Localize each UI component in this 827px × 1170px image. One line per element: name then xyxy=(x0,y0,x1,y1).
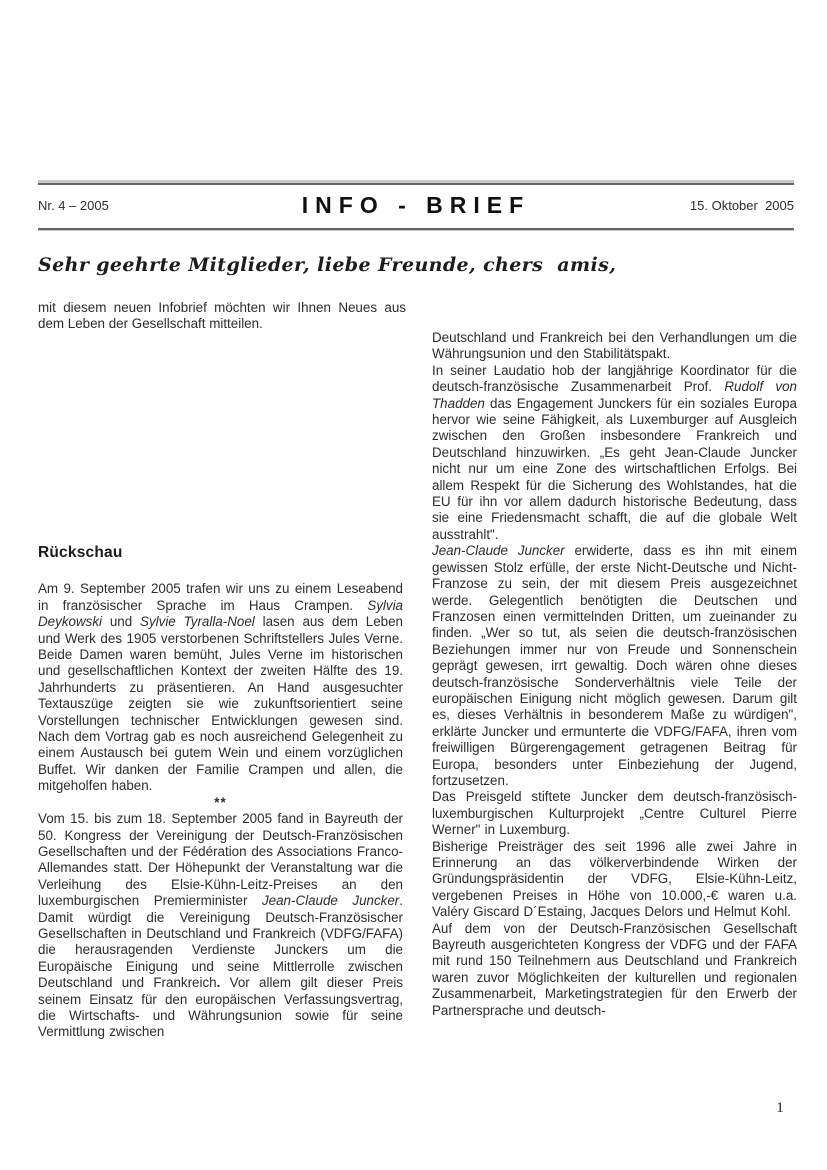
page-number: 1 xyxy=(776,1100,784,1116)
section-heading-rueckschau: Rückschau xyxy=(38,544,123,561)
masthead xyxy=(38,183,794,230)
right-paragraph-2: In seiner Laudatio hob der langjährige Koordinator für die deutsch-französische Zusammenarbeit Prof. Rudolf von Thadden das Engagement Junckers für ein soziales Europa hervor wie seine Fähigkeit, als Luxemburger auf Ausgleich zwischen den Großen insbesondere Frankreich und Deutschland hinzuwirken. „Es geht Jean-Claude Juncker nicht nur um eine Zone des wirtschaftlichen Erfolgs. Bei allem Respekt für die Sicherung des Wohlstandes, hat die EU für ihn vor allem dadurch historische Bedeutung, dass sie eine Friedensmacht schafft, die auf die globale Welt ausstrahlt". xyxy=(432,362,797,542)
intro-paragraph: mit diesem neuen Infobrief möchten wir Ihnen Neues aus dem Leben der Gesellschaft mitteilen. xyxy=(38,300,406,332)
right-column xyxy=(432,330,797,1019)
right-paragraph-4: Das Preisgeld stiftete Juncker dem deutsch-französisch-luxemburgischen Kulturprojekt „Centre Culturel Pierre Werner" in Luxemburg. xyxy=(432,789,797,838)
newsletter-title: INFO - BRIEF xyxy=(301,192,531,218)
left-column xyxy=(38,545,403,1041)
issue-date: 15. Oktober 2005 xyxy=(689,198,794,213)
left-paragraph-2: Vom 15. bis zum 18. September 2005 fand in Bayreuth der 50. Kongress der Vereinigung der Deutsch-Französischen Gesellschaften und der Fédération des Associations Franco-Allemandes statt. Der Höhepunkt der Veranstaltung war die Verleihung des Elsie-Kühn-Leitz-Preises an den luxemburgischen Premierminister Jean-Claude Juncker. Damit würdigt die Vereinigung Deutsch-Französischer Gesellschaften in Deutschland und Frankreich (VDFG/FAFA) die herausragenden Verdienste Junckers um die Europäische Einigung und seine Mittlerrolle zwischen Deutschland und Frankreich. Vor allem gilt dieser Preis seinem Einsatz für den europäischen Verfassungsvertrag, die Wirtschafts- und Währungsunion sowie für seine Vermittlung zwischen xyxy=(38,811,404,1040)
left-paragraph-1: Am 9. September 2005 trafen wir uns zu einem Leseabend in französischer Sprache im Haus Crampen. Sylvia Deykowski und Sylvie Tyralla-Noel lasen aus dem Leben und Werk des 1905 verstorbenen Schriftstellers Jules Verne. Beide Damen waren bemüht, Jules Verne im historischen und gesellschaftlichen Kontext der zweiten Hälfte des 19. Jahrhunderts zu präsentieren. An Hand ausgesuchter Textauszüge zeigten sie wie zukunftsorientiert seine Vorstellungen technischer Entwicklungen gewesen sind. Nach dem Vortrag gab es noch ausreichend Gelegenheit zu einem Austausch bei gutem Wein und einem vorzüglichen Buffet. Wir danken der Familie Crampen und allen, die mitgeholfen haben. xyxy=(38,581,403,794)
right-paragraph-1: Deutschland und Frankreich bei den Verhandlungen um die Währungsunion und den Stabilitätspakt. xyxy=(432,330,797,362)
issue-number: Nr. 4 – 2005 xyxy=(38,198,109,213)
right-paragraph-6: Auf dem von der Deutsch-Französischen Gesellschaft Bayreuth ausgerichteten Kongress der VDFG und der FAFA mit rund 150 Teilnehmern aus Deutschland und Frankreich waren zuvor Möglichkeiten der kulturellen und regionalen Zusammenarbeit, Marketingstrategien für den Erwerb der Partnersprache und deutsch- xyxy=(432,920,797,1018)
paragraph-separator: ** xyxy=(214,794,227,810)
right-paragraph-5: Bisherige Preisträger des seit 1996 alle zwei Jahre in Erinnerung an das völkerverbindende Wirken der Gründungspräsidentin der VDFG, Elsie-Kühn-Leitz, vergebenen Preises in Höhe von 10.000,-€ waren u.a. Valéry Giscard D´Estaing, Jacques Delors und Helmut Kohl. xyxy=(432,838,797,920)
salutation-script-text: Sehr geehrte Mitglieder, liebe Freunde, chers amis, xyxy=(38,254,617,276)
right-paragraph-3: Jean-Claude Juncker erwiderte, dass es ihn mit einem gewissen Stolz erfülle, der erste Nicht-Deutsche und Nicht-Franzose zu sein, der mit diesem Preis ausgezeichnet werde. Gelegentlich benötigten die Deutschen und Franzosen einen vermittelnden Dritten, um zueinander zu finden. „Wer so tut, als seien die deutsch-französischen Beziehungen immer nur von Freude und Sonnenschein geprägt gewesen, irrt gewaltig. Doch wären ohne dieses deutsch-französische Sonderverhältnis viele Teile der europäischen Einigung nicht möglich gewesen. Darum gilt es, dieses Verhältnis in besonderem Maße zu würdigen", erklärte Juncker und ermunterte die VDFG/FAFA, ihren vom freiwilligen Bürgerengagement getragenen Beitrag für Europa, besonders unter Einbeziehung der Jugend, fortzusetzen. xyxy=(432,543,797,788)
